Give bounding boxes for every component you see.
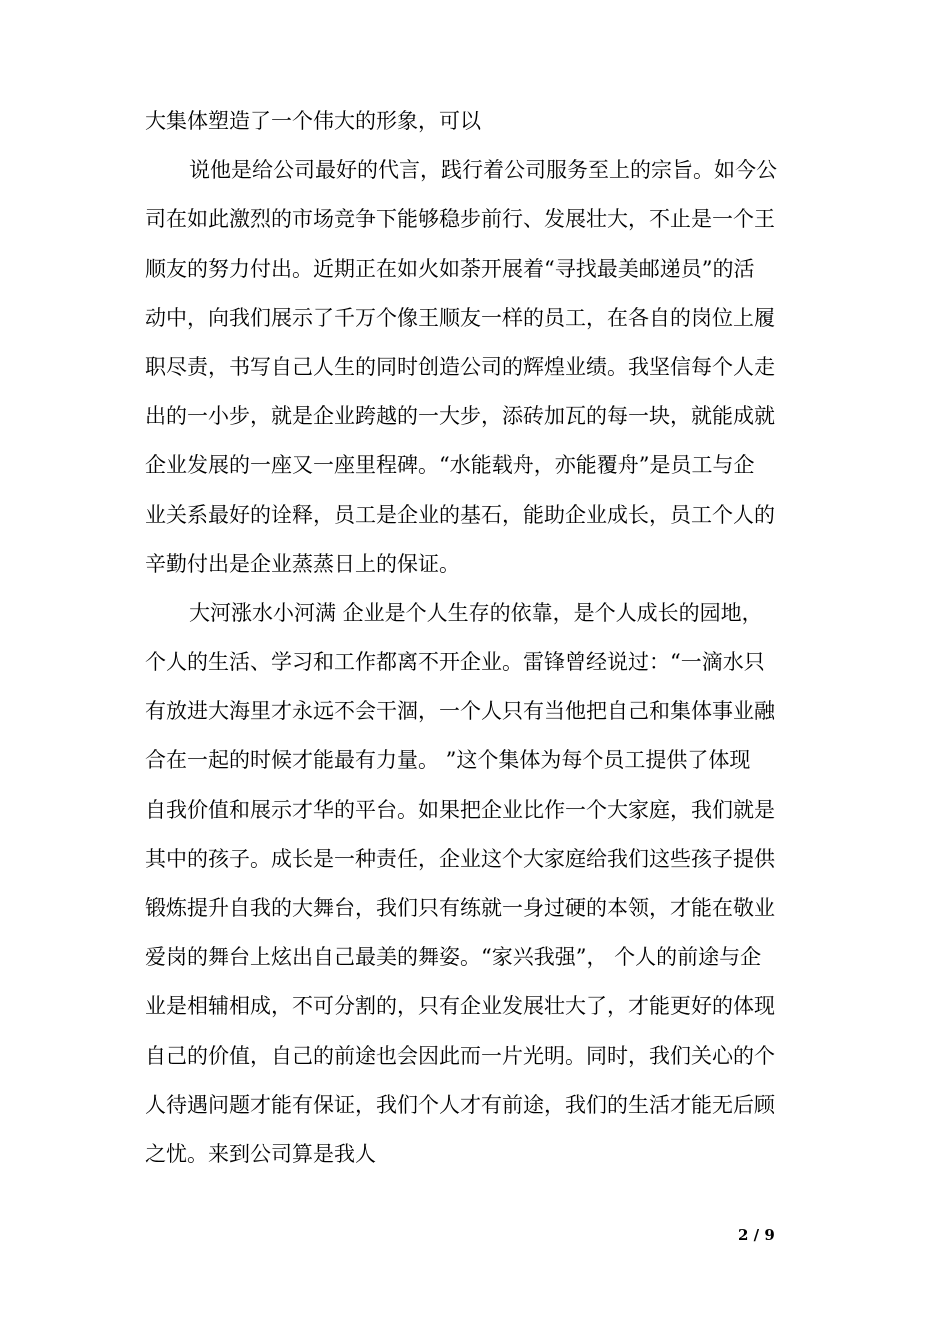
text-line-7: 出的一小步，就是企业跨越的一大步，添砖加瓦的每一块，就能成就	[145, 404, 775, 429]
text-line-13: 有放进大海里才永远不会干涸，一个人只有当他把自己和集体事业融	[145, 699, 775, 724]
text-line-8: 企业发展的一座又一座里程碑。“水能载舟，亦能覆舟”是员工与企	[145, 453, 755, 478]
text-line-14: 合在一起的时候才能最有力量。 ”这个集体为每个员工提供了体现	[145, 748, 751, 773]
text-line-20: 自己的价值，自己的前途也会因此而一片光明。同时，我们关心的个	[145, 1043, 775, 1068]
text-line-21: 人待遇问题才能有保证，我们个人才有前途，我们的生活才能无后顾	[145, 1092, 775, 1117]
text-line-6: 职尽责，书写自己人生的同时创造公司的辉煌业绩。我坚信每个人走	[145, 354, 775, 379]
text-line-1: 大集体塑造了一个伟大的形象，可以	[145, 109, 481, 133]
text-line-17: 锻炼提升自我的大舞台，我们只有练就一身过硬的本领，才能在敬业	[145, 896, 775, 920]
text-line-18: 爱岗的舞台上炫出自己最美的舞姿。“家兴我强”， 个人的前途与企	[145, 945, 762, 970]
text-line-2: 说他是给公司最好的代言，践行着公司服务至上的宗旨。如今公	[189, 158, 777, 183]
text-line-10: 辛勤付出是企业蒸蒸日上的保证。	[145, 551, 460, 576]
text-line-3: 司在如此激烈的市场竞争下能够稳步前行、发展壮大，不止是一个王	[145, 207, 775, 232]
text-line-16: 其中的孩子。成长是一种责任，企业这个大家庭给我们这些孩子提供	[145, 846, 775, 871]
text-line-22: 之忧。来到公司算是我人	[145, 1141, 376, 1166]
text-line-4: 顺友的努力付出。近期正在如火如荼开展着“寻找最美邮递员”的活	[145, 256, 755, 281]
text-line-5: 动中，向我们展示了千万个像王顺友一样的员工，在各自的岗位上履	[145, 305, 775, 330]
text-line-11: 大河涨水小河满 企业是个人生存的依靠，是个人成长的园地，	[189, 600, 763, 625]
text-line-12: 个人的生活、学习和工作都离不开企业。雷锋曾经说过：“一滴水只	[145, 650, 765, 675]
body-text	[145, 97, 815, 1179]
text-line-15: 自我价值和展示才华的平台。如果把企业比作一个大家庭，我们就是	[145, 797, 775, 822]
text-line-19: 业是相辅相成，不可分割的，只有企业发展壮大了，才能更好的体现	[145, 994, 775, 1019]
page-number: 2 / 9	[738, 1226, 775, 1244]
text-line-9: 业关系最好的诠释，员工是企业的基石，能助企业成长，员工个人的	[145, 502, 775, 527]
